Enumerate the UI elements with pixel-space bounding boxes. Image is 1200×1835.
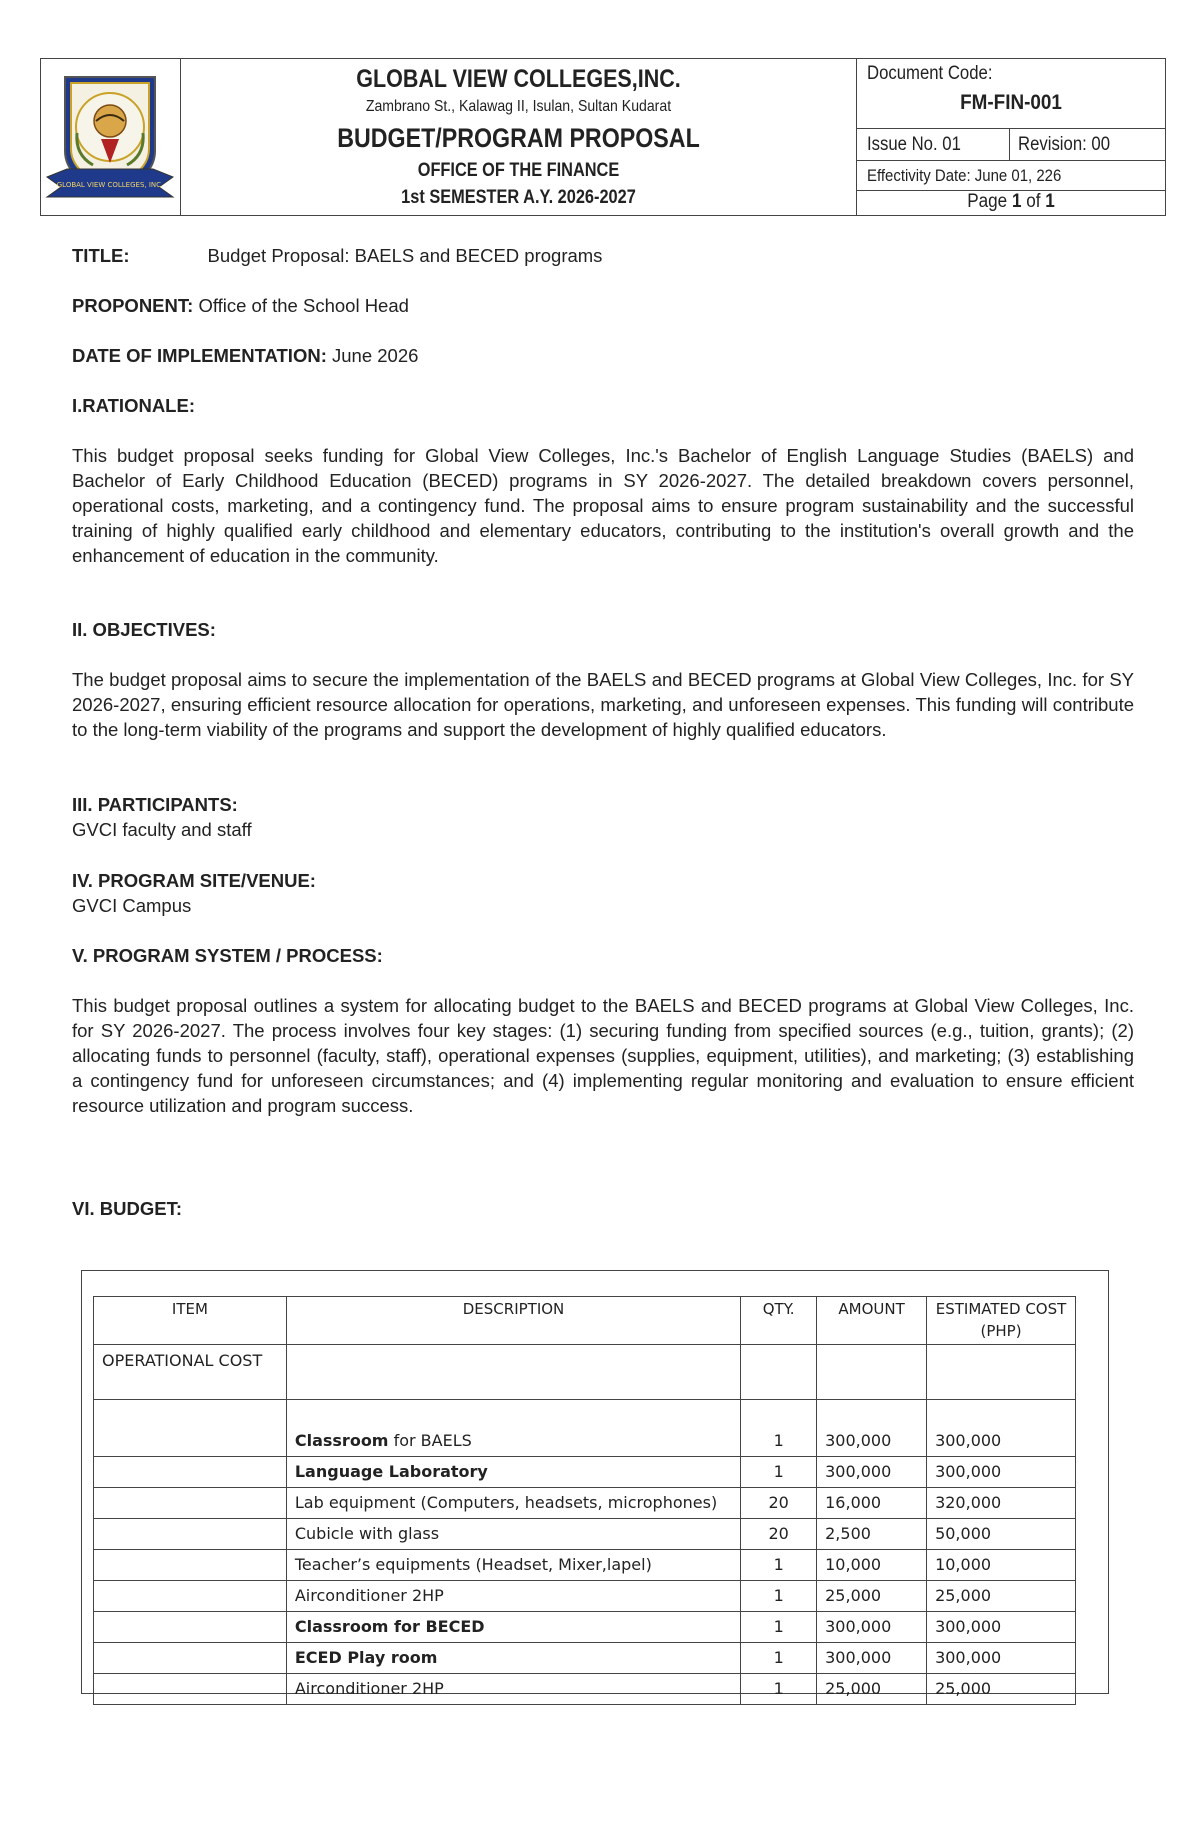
row-amount: 300,000: [817, 1457, 927, 1488]
title-label: TITLE:: [72, 245, 130, 266]
document-code: FM-FIN-001: [960, 91, 1062, 114]
document-code-row: [857, 59, 1165, 129]
row-description: Classroom for BAELS: [286, 1400, 740, 1457]
row-description: ECED Play room: [286, 1643, 740, 1674]
objectives-heading: II. OBJECTIVES:: [72, 619, 216, 640]
table-row: [94, 1674, 1076, 1705]
table-row: [94, 1519, 1076, 1550]
table-row: [94, 1457, 1076, 1488]
row-description: Language Laboratory: [286, 1457, 740, 1488]
venue-heading: IV. PROGRAM SITE/VENUE:: [72, 870, 316, 891]
table-row: [94, 1400, 1076, 1457]
col-header-estimated-cost: ESTIMATED COST (PHP): [927, 1297, 1076, 1345]
semester-label: 1st SEMESTER A.Y. 2026-2027: [401, 187, 636, 208]
issue-number: Issue No. 01: [867, 134, 961, 155]
row-qty: 20: [741, 1488, 817, 1519]
document-code-label: Document Code:: [867, 63, 993, 84]
date-field: [72, 343, 1134, 368]
row-amount: 25,000: [817, 1581, 927, 1612]
row-description: Teacher’s equipments (Headset, Mixer,lapel): [286, 1550, 740, 1581]
budget-table-header: [94, 1297, 1076, 1345]
effectivity-date: Effectivity Date: June 01, 226: [867, 166, 1062, 185]
row-cost: 10,000: [927, 1550, 1076, 1581]
row-description: Cubicle with glass: [286, 1519, 740, 1550]
row-qty: 1: [741, 1457, 817, 1488]
office-name: OFFICE OF THE FINANCE: [417, 160, 620, 181]
row-description: Classroom for BECED: [286, 1612, 740, 1643]
document-header: [40, 58, 1166, 216]
row-qty: 1: [741, 1550, 817, 1581]
table-row: [94, 1550, 1076, 1581]
venue-text: GVCI Campus: [72, 895, 192, 916]
effectivity-row: [857, 161, 1165, 191]
group-label: OPERATIONAL COST: [94, 1345, 287, 1400]
revision-number: Revision: 00: [1018, 134, 1111, 155]
participants-text: GVCI faculty and staff: [72, 819, 252, 840]
revision-cell: [1009, 129, 1123, 160]
row-cost: 300,000: [927, 1457, 1076, 1488]
row-qty: 1: [741, 1612, 817, 1643]
rationale-text: This budget proposal seeks funding for Global View Colleges, Inc.'s Bachelor of English Language Studies (BAELS) and Bachelor of Early Childhood Education (BECED) programs in SY 2026-2027. The detailed breakdown covers personnel, operational costs, marketing, and a contingency fund. The proposal aims to ensure program sustainability and the successful training of highly qualified early childhood and elementary educators, contributing to the institution's overall growth and the enhancement of education in the community.: [72, 445, 1134, 566]
col-header-item: ITEM: [94, 1297, 287, 1345]
row-cost: 50,000: [927, 1519, 1076, 1550]
proponent-field: [72, 293, 1134, 318]
row-qty: 1: [741, 1400, 817, 1457]
row-qty: 1: [741, 1674, 817, 1705]
budget-table: [93, 1296, 1076, 1705]
table-row: [94, 1488, 1076, 1519]
row-amount: 300,000: [817, 1400, 927, 1457]
row-cost: 320,000: [927, 1488, 1076, 1519]
title-field: [72, 243, 1134, 268]
group-row-operational-cost: [94, 1345, 1076, 1400]
row-cost: 25,000: [927, 1674, 1076, 1705]
row-cost: 300,000: [927, 1400, 1076, 1457]
row-qty: 1: [741, 1643, 817, 1674]
col-header-qty: QTY.: [741, 1297, 817, 1345]
row-amount: 300,000: [817, 1643, 927, 1674]
row-amount: 25,000: [817, 1674, 927, 1705]
institution-address: Zambrano St., Kalawag II, Isulan, Sultan Kudarat: [365, 98, 672, 115]
proponent-label: PROPONENT:: [72, 295, 194, 316]
row-description: Lab equipment (Computers, headsets, microphones): [286, 1488, 740, 1519]
college-seal-logo: [41, 59, 179, 213]
logo-cell: [41, 59, 181, 215]
row-cost: 300,000: [927, 1612, 1076, 1643]
page-indicator: Page 1 of 1: [967, 191, 1055, 212]
row-amount: 300,000: [817, 1612, 927, 1643]
title-value: Budget Proposal: BAELS and BECED programs: [207, 245, 603, 266]
row-amount: 16,000: [817, 1488, 927, 1519]
logo-banner-text: GLOBAL VIEW COLLEGES, INC.: [56, 181, 164, 189]
issue-revision-row: [857, 129, 1165, 161]
col-header-amount: AMOUNT: [817, 1297, 927, 1345]
institution-name: GLOBAL VIEW COLLEGES,INC.: [356, 65, 681, 93]
date-label: DATE OF IMPLEMENTATION:: [72, 345, 327, 366]
header-center: [181, 59, 856, 215]
row-amount: 2,500: [817, 1519, 927, 1550]
objectives-text: The budget proposal aims to secure the implementation of the BAELS and BECED programs at Global View Colleges, Inc. for SY 2026-2027, ensuring efficient resource allocation for operations, marketing, and unforeseen expenses. This funding will contribute to the long-term viability of the programs and support the development of highly qualified educators.: [72, 669, 1134, 740]
row-description: Airconditioner 2HP: [286, 1581, 740, 1612]
table-row: [94, 1643, 1076, 1674]
page-row: [857, 191, 1165, 215]
row-description: Airconditioner 2HP: [286, 1674, 740, 1705]
process-text: This budget proposal outlines a system for allocating budget to the BAELS and BECED programs at Global View Colleges, Inc. for SY 2026-2027. The process involves four key stages: (1) securing funding from specified sources (e.g., tuition, grants); (2) allocating funds to personnel (faculty, staff), operational expenses (supplies, equipment, utilities), and marketing; (3) establishing a contingency fund for unforeseen circumstances; and (4) implementing regular monitoring and evaluation to ensure efficient resource utilization and program success.: [72, 995, 1134, 1116]
row-qty: 1: [741, 1581, 817, 1612]
date-value: June 2026: [332, 345, 419, 366]
table-row: [94, 1612, 1076, 1643]
proponent-value: Office of the School Head: [198, 295, 409, 316]
row-amount: 10,000: [817, 1550, 927, 1581]
document-control-box: [856, 59, 1165, 215]
table-row: [94, 1581, 1076, 1612]
process-heading: V. PROGRAM SYSTEM / PROCESS:: [72, 945, 383, 966]
row-qty: 20: [741, 1519, 817, 1550]
budget-heading: VI. BUDGET:: [72, 1198, 182, 1219]
col-header-description: DESCRIPTION: [286, 1297, 740, 1345]
row-cost: 300,000: [927, 1643, 1076, 1674]
row-cost: 25,000: [927, 1581, 1076, 1612]
document-title: BUDGET/PROGRAM PROPOSAL: [337, 123, 700, 153]
participants-heading: III. PARTICIPANTS:: [72, 794, 238, 815]
rationale-heading: I.RATIONALE:: [72, 395, 195, 416]
